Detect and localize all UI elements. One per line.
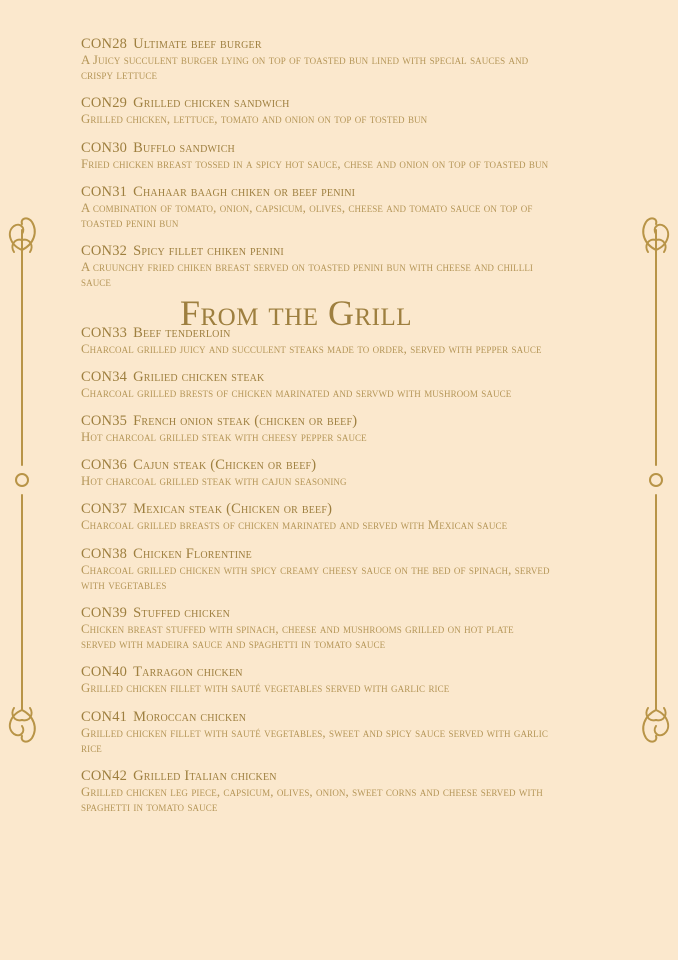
item-code: CON31 bbox=[81, 183, 128, 200]
item-name: Ultimate beef burger bbox=[133, 36, 262, 52]
item-code: CON40 bbox=[81, 664, 128, 681]
item-code: CON41 bbox=[81, 708, 128, 725]
item-name: Grilled chicken sandwich bbox=[133, 95, 290, 112]
item-description: Grilled chicken fillet with sauté vegetables served with garlic rice bbox=[81, 681, 450, 696]
item-description: Charcoal grilled brests of chicken marinated and servwd with mushroom sauce bbox=[81, 385, 512, 400]
item-code: CON32 bbox=[81, 243, 128, 260]
item-code: CON33 bbox=[81, 324, 128, 341]
item-code: CON37 bbox=[81, 501, 128, 518]
item-title bbox=[81, 95, 551, 112]
item-description: A combination of tomato, onion, capsicum, olives, cheese and tomato sauce on top of toasted penini bun bbox=[81, 200, 533, 231]
item-name: Chahaar baagh chiken or beef penini bbox=[133, 183, 356, 200]
menu-item bbox=[81, 243, 551, 290]
menu-list bbox=[81, 36, 551, 815]
item-name: Grilied chicken steak bbox=[133, 368, 265, 385]
item-name: Stuffed chicken bbox=[133, 605, 231, 622]
item-description: Charcoal grilled breasts of chicken marinated and served with Mexican sauce bbox=[81, 518, 508, 533]
menu-item bbox=[81, 184, 551, 231]
item-name: Chicken Florentine bbox=[133, 545, 252, 562]
menu-item bbox=[81, 709, 551, 756]
item-description: A cruunchy fried chiken breast served on toasted penini bun with cheese and chillli sauce bbox=[81, 260, 534, 290]
menu-item bbox=[81, 36, 551, 83]
menu-item bbox=[81, 140, 551, 172]
item-title bbox=[81, 605, 551, 622]
item-title bbox=[81, 369, 551, 386]
item-code: CON35 bbox=[81, 413, 128, 430]
item-title bbox=[81, 664, 551, 681]
item-name: Beef tenderloin bbox=[133, 324, 231, 341]
menu-item bbox=[81, 457, 551, 489]
item-code: CON29 bbox=[81, 95, 128, 112]
item-description: A Juicy succulent burger lying on top of toasted bun lined with special sauces and crispy lettuce bbox=[81, 53, 529, 83]
item-name: French onion steak (chicken or beef) bbox=[133, 413, 358, 430]
item-name: Grilled Italian chicken bbox=[133, 768, 277, 785]
item-code: CON38 bbox=[81, 545, 128, 562]
item-title bbox=[81, 501, 551, 518]
item-title bbox=[81, 546, 551, 563]
item-code: CON34 bbox=[81, 368, 128, 385]
item-title bbox=[81, 457, 551, 474]
item-title bbox=[81, 709, 551, 726]
item-name: Spicy fillet chiken penini bbox=[133, 243, 284, 260]
menu-item bbox=[81, 413, 551, 445]
item-code: CON42 bbox=[81, 768, 128, 785]
item-title bbox=[81, 413, 551, 430]
item-title bbox=[81, 140, 551, 157]
item-name: Tarragon chicken bbox=[133, 664, 243, 681]
item-title bbox=[81, 36, 551, 53]
menu-item bbox=[81, 664, 551, 696]
item-code: CON30 bbox=[81, 139, 128, 156]
item-description: Grilled chicken fillet with sauté vegetables, sweet and spicy sauce served with garlic rice bbox=[81, 725, 548, 755]
item-description: Grilled chicken, lettuce, tomato and onion on top of tosted bun bbox=[81, 112, 428, 127]
menu-item bbox=[81, 501, 551, 533]
item-title bbox=[81, 243, 551, 260]
item-code: CON39 bbox=[81, 605, 128, 622]
item-name: Bufflo sandwich bbox=[133, 139, 235, 156]
item-code: CON36 bbox=[81, 457, 128, 474]
item-name: Cajun steak (Chicken or beef) bbox=[133, 457, 317, 474]
item-description: Charcoal grilled chicken with spicy creamy cheesy sauce on the bed of spinach, served with vegetables bbox=[81, 562, 550, 592]
menu-item bbox=[81, 605, 551, 652]
item-description: Charcoal grilled juicy and succulent steaks made to order, served with pepper sauce bbox=[81, 341, 542, 356]
item-title bbox=[81, 768, 551, 785]
item-description: Hot charcoal grilled steak with cajun seasoning bbox=[81, 474, 347, 489]
item-title bbox=[81, 184, 551, 201]
left-scroll-ornament bbox=[0, 210, 50, 750]
item-description: Hot charcoal grilled steak with cheesy pepper sauce bbox=[81, 430, 367, 445]
item-name: Mexican steak (Chicken or beef) bbox=[133, 501, 333, 518]
item-code: CON28 bbox=[81, 36, 128, 52]
right-scroll-ornament bbox=[628, 210, 678, 750]
section-heading: From the Grill bbox=[179, 292, 413, 333]
item-name: Moroccan chicken bbox=[133, 708, 247, 725]
menu-item bbox=[81, 768, 551, 815]
item-description: Grilled chicken leg piece, capsicum, olives, onion, sweet corns and cheese served with spaghetti in tomato sauce bbox=[81, 785, 543, 815]
menu-item bbox=[81, 369, 551, 401]
item-description: Fried chicken breast tossed in a spicy hot sauce, chese and onion on top of toasted bun bbox=[81, 156, 549, 171]
item-description: Chicken breast stuffed with spinach, cheese and mushrooms grilled on hot plate served with madeira sauce and spaghetti in tomato sauce bbox=[81, 622, 514, 652]
menu-item bbox=[81, 95, 551, 127]
menu-item bbox=[81, 546, 551, 593]
